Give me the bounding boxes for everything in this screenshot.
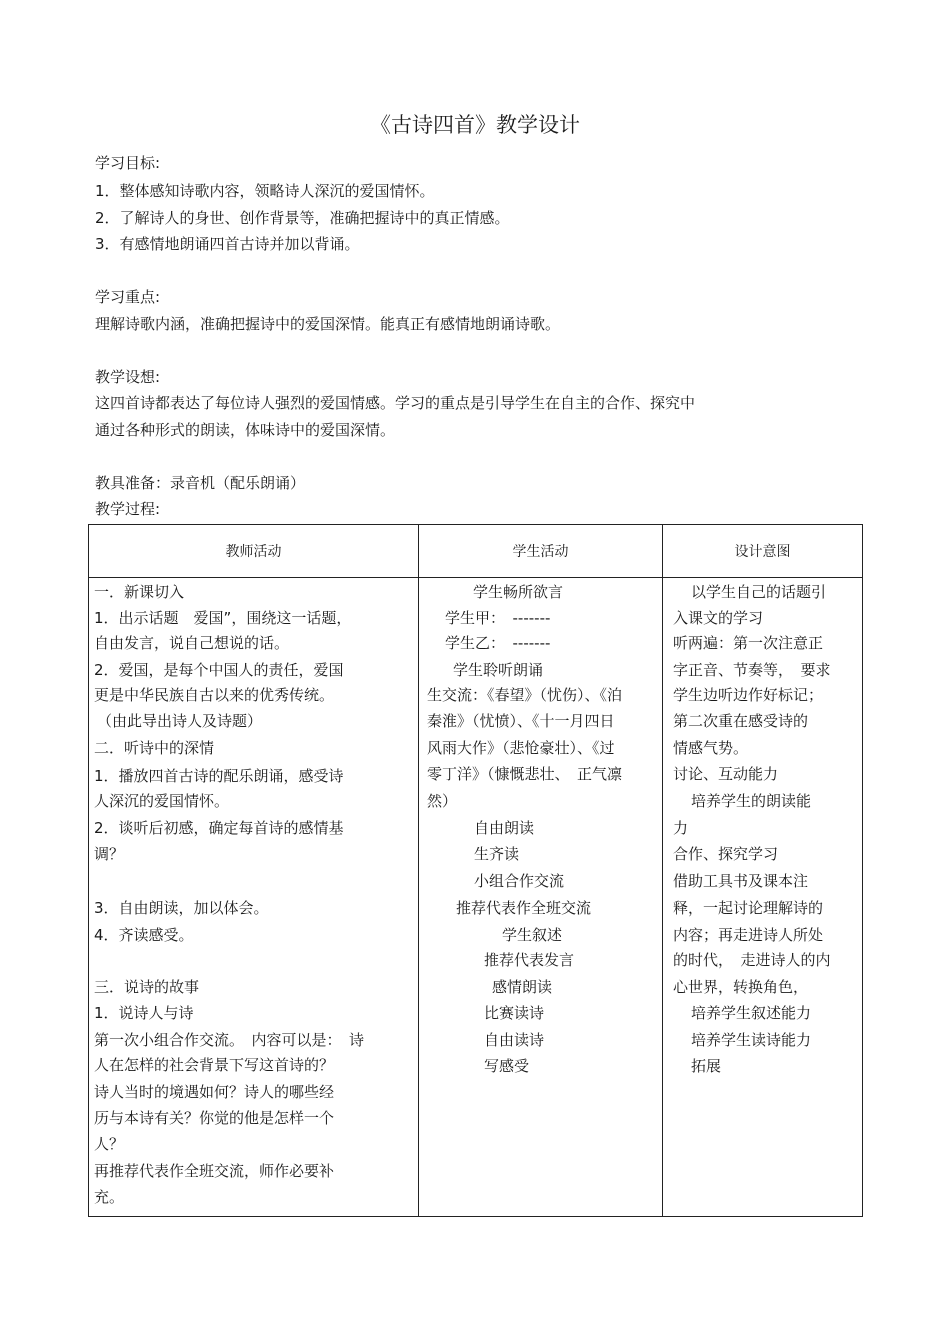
teacher-activity-line: 再推荐代表作全班交流，师作必要补	[94, 1162, 335, 1180]
focus-text: 理解诗歌内涵，准确把握诗中的爱国深情。能真正有感情地朗诵诗歌。	[95, 315, 561, 333]
design-intent-line: 学生边听边作好标记；	[673, 686, 824, 704]
teacher-activity-line: 诗人当时的境遇如何？诗人的哪些经	[94, 1083, 335, 1101]
student-activity-line: 风雨大作》（悲怆豪壮）、《过	[427, 739, 615, 757]
objective-item: 2．了解诗人的身世、创作背景等，准确把握诗中的真正情感。	[95, 209, 510, 227]
student-activity-line: 写感受	[484, 1057, 530, 1075]
teacher-activity-line: （由此导出诗人及诗题）	[97, 712, 263, 730]
tools-line: 教具准备：录音机（配乐朗诵）	[95, 474, 306, 492]
teacher-activity-line: 更是中华民族自古以来的优秀传统。	[94, 686, 335, 704]
teacher-activity-line: 4．齐读感受。	[94, 926, 194, 944]
student-activity-cell	[419, 578, 663, 1217]
design-intent-line: 以学生自己的话题引	[691, 583, 827, 601]
teacher-activity-line: 一．新课切入	[94, 583, 185, 601]
design-intent-line: 培养学生读诗能力	[691, 1031, 812, 1049]
teacher-activity-line: 历与本诗有关？你觉的他是怎样一个	[94, 1109, 335, 1127]
teacher-activity-line: 2．谈听后初感，确定每首诗的感情基	[94, 819, 344, 837]
design-intent-line: 释，一起讨论理解诗的	[673, 899, 824, 917]
student-activity-line: 零丁洋》（慷慨悲壮、 正气凛	[427, 765, 623, 783]
design-intent-cell	[663, 578, 863, 1217]
teacher-activity-cell	[89, 578, 419, 1217]
concept-line: 通过各种形式的朗读，体味诗中的爱国深情。	[95, 421, 396, 439]
design-intent-line: 的时代， 走进诗人的内	[673, 951, 831, 969]
design-intent-line: 第二次重在感受诗的	[673, 712, 809, 730]
document-title: 《古诗四首》教学设计	[370, 113, 580, 137]
design-intent-line: 讨论、互动能力	[673, 765, 779, 783]
teacher-activity-line: 3．自由朗读，加以体会。	[94, 899, 269, 917]
student-activity-line: 推荐代表发言	[484, 951, 575, 969]
student-activity-line: 然）	[427, 792, 458, 810]
focus-heading: 学习重点:	[95, 288, 161, 306]
table-header-row	[89, 525, 863, 578]
student-activity-line: 学生甲： -------	[445, 609, 551, 627]
teaching-process-table	[88, 524, 863, 1217]
student-activity-line: 自由朗读	[474, 819, 535, 837]
student-activity-line: 比赛读诗	[484, 1004, 545, 1022]
teacher-activity-line: 调？	[94, 845, 125, 863]
design-intent-line: 听两遍：第一次注意正	[673, 634, 824, 652]
design-intent-line: 心世界，转换角色，	[673, 978, 809, 996]
student-activity-line: 生齐读	[474, 845, 520, 863]
student-activity-line: 感情朗读	[492, 978, 553, 996]
teacher-activity-line: 2．爱国，是每个中国人的责任，爱国	[94, 661, 344, 679]
objective-item: 3．有感情地朗诵四首古诗并加以背诵。	[95, 235, 360, 253]
teacher-activity-line: 二．听诗中的深情	[94, 739, 215, 757]
header-teacher-activity: 教师活动	[89, 525, 419, 578]
teacher-activity-line: 1．出示话题 爱国”，围绕这一话题，	[94, 609, 352, 627]
student-activity-line: 生交流：《春望》（忧伤）、《泊	[427, 686, 623, 704]
table-row	[89, 578, 863, 1217]
design-intent-line: 借助工具书及课本注	[673, 872, 809, 890]
teacher-activity-line: 三．说诗的故事	[94, 978, 200, 996]
student-activity-line: 秦淮》（忧愤）、《十一月四日	[427, 712, 615, 730]
objectives-heading: 学习目标:	[95, 154, 161, 172]
process-heading: 教学过程:	[95, 500, 161, 518]
header-student-activity: 学生活动	[419, 525, 663, 578]
student-activity-line: 推荐代表作全班交流	[456, 899, 592, 917]
design-intent-line: 字正音、节奏等， 要求	[673, 661, 831, 679]
student-activity-line: 自由读诗	[484, 1031, 545, 1049]
teacher-activity-line: 1．播放四首古诗的配乐朗诵，感受诗	[94, 767, 344, 785]
teacher-activity-line: 人？	[94, 1135, 125, 1153]
design-intent-line: 培养学生叙述能力	[691, 1004, 812, 1022]
header-design-intent: 设计意图	[663, 525, 863, 578]
teacher-activity-line: 充。	[94, 1188, 125, 1206]
objective-item: 1．整体感知诗歌内容，领略诗人深沉的爱国情怀。	[95, 182, 435, 200]
design-intent-line: 拓展	[691, 1057, 722, 1075]
design-intent-line: 情感气势。	[673, 739, 749, 757]
design-intent-line: 培养学生的朗读能	[691, 792, 812, 810]
teacher-activity-line: 1．说诗人与诗	[94, 1004, 194, 1022]
student-activity-line: 小组合作交流	[474, 872, 565, 890]
concept-heading: 教学设想:	[95, 368, 161, 386]
student-activity-line: 学生聆听朗诵	[453, 661, 544, 679]
teacher-activity-line: 第一次小组合作交流。 内容可以是： 诗	[94, 1031, 365, 1049]
design-intent-line: 入课文的学习	[673, 609, 764, 627]
teacher-activity-line: 人深沉的爱国情怀。	[94, 792, 230, 810]
design-intent-line: 合作、探究学习	[673, 845, 779, 863]
teacher-activity-line: 自由发言，说自己想说的话。	[94, 634, 290, 652]
student-activity-line: 学生叙述	[502, 926, 563, 944]
design-intent-line: 内容；再走进诗人所处	[673, 926, 824, 944]
student-activity-line: 学生乙： -------	[445, 634, 551, 652]
concept-line: 这四首诗都表达了每位诗人强烈的爱国情感。学习的重点是引导学生在自主的合作、探究中	[95, 394, 696, 412]
design-intent-line: 力	[673, 819, 689, 837]
student-activity-line: 学生畅所欲言	[473, 583, 564, 601]
teacher-activity-line: 人在怎样的社会背景下写这首诗的？	[94, 1056, 335, 1074]
